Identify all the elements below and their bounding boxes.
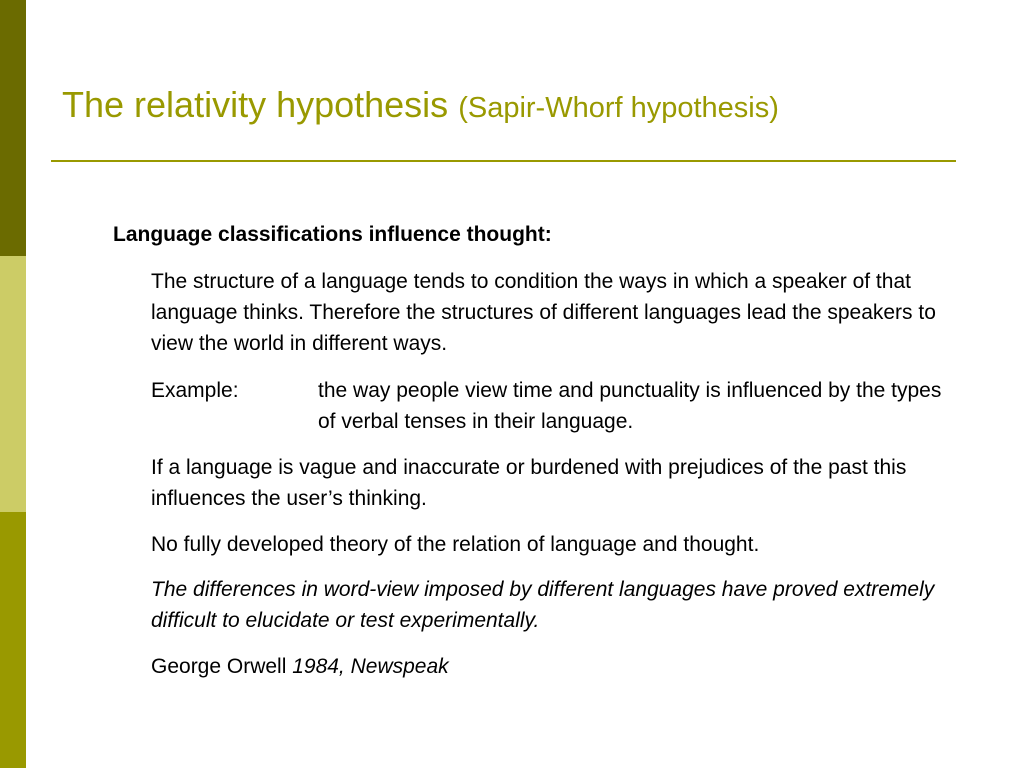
orwell-work: 1984, Newspeak <box>292 655 449 678</box>
sidebar-segment-middle <box>0 256 26 512</box>
orwell-author: George Orwell <box>151 655 293 678</box>
sidebar-segment-bottom <box>0 512 26 768</box>
paragraph-no-theory: No fully developed theory of the relation of language and thought. <box>151 533 760 556</box>
paragraph-structure: The structure of a language tends to condition the ways in which a speaker of that language thinks. Therefore the structures of different languages lead the speakers to view the world in different ways. <box>151 270 936 355</box>
paragraph-orwell <box>151 651 951 682</box>
title-main: The relativity hypothesis <box>62 84 459 125</box>
slide-title <box>62 84 779 126</box>
paragraph-differences: The differences in word-view imposed by different languages have proved extremely difficult to elucidate or test experimentally. <box>151 578 935 632</box>
title-divider <box>51 160 956 162</box>
paragraph-vague-language: If a language is vague and inaccurate or burdened with prejudices of the past this influences the user’s thinking. <box>151 456 907 510</box>
example-text: the way people view time and punctuality is influenced by the types of verbal tenses in their language. <box>318 379 942 433</box>
sidebar-segment-top <box>0 0 26 256</box>
example-label: Example: <box>151 379 239 402</box>
title-subtitle: (Sapir-Whorf hypothesis) <box>458 92 779 124</box>
section-heading: Language classifications influence thought: <box>113 223 552 246</box>
